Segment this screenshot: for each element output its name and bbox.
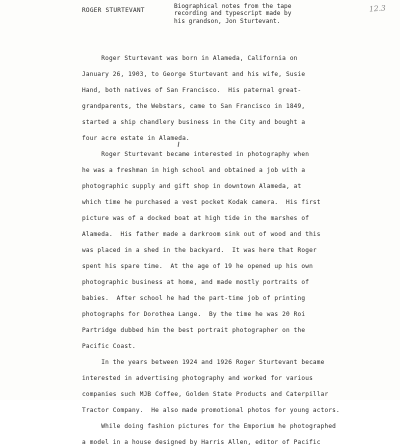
body-line: was placed in a shed in the backyard. It was here that Roger xyxy=(82,247,317,254)
body-line: grandparents, the Webstars, came to San Francisco in 1849, xyxy=(82,103,306,110)
header-note-line: recording and typescript made by xyxy=(174,10,292,18)
body-line: In the years between 1924 and 1926 Roger Sturtevant became xyxy=(82,359,325,366)
body-line: a model in a house designed by Harris Allen, editor of Pacific xyxy=(82,439,321,446)
body-line: companies such MJB Coffee, Golden State Products and Caterpillar xyxy=(82,391,329,398)
header-note xyxy=(174,3,324,25)
body-line: Roger Sturtevant was born in Alameda, California on xyxy=(82,55,298,62)
body-line: started a ship chandlery business in the City and bought a xyxy=(82,119,306,126)
pen-mark xyxy=(178,142,183,148)
body-line: babies. After school he had the part-time job of printing xyxy=(82,295,306,302)
body-line: spent his spare time. At the age of 19 he opened up his own xyxy=(82,263,313,270)
body-line: Tractor Company. He also made promotional photos for young actors. xyxy=(82,407,340,414)
body-line: Alameda. His father made a darkroom sink out of wood and this xyxy=(82,231,321,238)
body-line: Roger Sturtevant became interested in photography when xyxy=(82,151,310,158)
author-name-heading: ROGER STURTEVANT xyxy=(82,7,145,14)
body-line: which time he purchased a vest pocket Kodak camera. His first xyxy=(82,199,321,206)
body-line: four acre estate in Alameda. xyxy=(82,135,190,142)
body-line: Partridge dubbed him the best portrait photographer on the xyxy=(82,327,306,334)
body-line: picture was of a docked boat at high tide in the marshes of xyxy=(82,215,310,222)
body-line: January 26, 1903, to George Sturtevant and his wife, Susie xyxy=(82,71,306,78)
header-note-line: his grandson, Jon Sturtevant. xyxy=(174,17,281,25)
body-line: interested in advertising photography and worked for various xyxy=(82,375,313,382)
body-line: Pacific Coast. xyxy=(82,343,136,350)
body-line: he was a freshman in high school and obtained a job with a xyxy=(82,167,306,174)
header-note-line: Biographical notes from the tape xyxy=(174,3,292,10)
handwritten-page-number: 12.3 xyxy=(368,3,386,14)
body-line: photographic supply and gift shop in downtown Alameda, at xyxy=(82,183,302,190)
body-line: photographic business at home, and made mostly portraits of xyxy=(82,279,310,286)
body-line: While doing fashion pictures for the Emporium he photographed xyxy=(82,423,337,430)
body-line: Hand, both natives of San Francisco. His paternal great- xyxy=(82,87,302,94)
body-line: photographs for Dorothea Lange. By the time he was 20 Roi xyxy=(82,311,306,318)
